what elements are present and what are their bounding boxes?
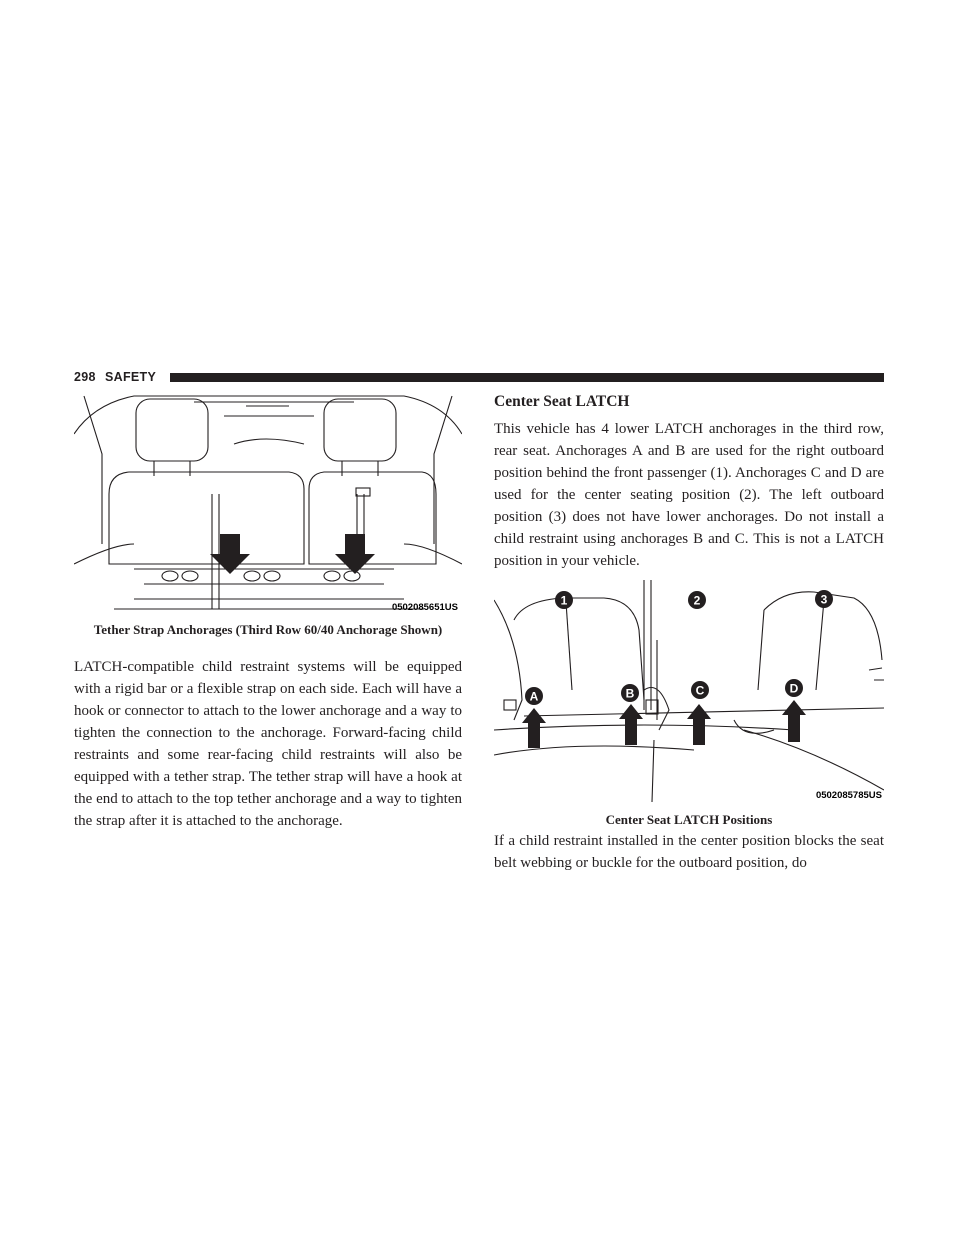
anchorage-label-c: C [695,683,705,698]
body-paragraph: This vehicle has 4 lower LATCH anchorages in the third row, rear seat. Anchorages A and B are used for the right outboard position behind the front passenger (1). Anchorages C and D are used for the center seating position (2). The left outboard position (3) does not have lower anchorages. Do not install a child restraint using anchorages B and C. This is not a LATCH position in your vehicle. [494,421,884,569]
anchorage-label-b: B [625,686,635,701]
section-title: SAFETY [105,370,157,384]
body-paragraph: LATCH-compatible child restraint systems will be equipped with a rigid bar or a flexible strap on each side. Each will have a hook or connector to attach to the lower anchorage and a way to tighten the connection to the anchorage. Forward-facing child restraints and some rear-facing child restraints will also be equipped with a tether strap. The tether strap will have a hook at the end to attach to the top tether anchorage and a way to tighten the strap after it is attached to the anchorage. [74,659,462,829]
position-label-2: 2 [693,593,701,608]
arrow-up-icon [782,700,806,742]
page-header [74,369,884,389]
position-label-1: 1 [560,593,568,608]
anchorage-label-d: D [789,681,799,696]
figure-code: 0502085785US [815,790,882,801]
center-seat-latch-illustration [494,580,884,802]
page-number: 298 [74,370,96,384]
figure-caption: Center Seat LATCH Positions [605,812,773,827]
tether-anchorages-illustration [74,394,462,620]
center-seat-latch-figure [494,580,884,802]
arrow-up-icon [687,704,711,745]
header-rule [170,373,884,382]
body-paragraph: If a child restraint installed in the center position blocks the seat belt webbing or buckle for the outboard position, do [494,833,884,871]
section-heading: Center Seat LATCH [494,393,630,410]
tether-anchorages-figure [74,394,462,620]
arrow-down-icon [210,534,250,574]
anchorage-label-a: A [529,689,539,704]
figure-caption: Tether Strap Anchorages (Third Row 60/40 Anchorage Shown) [93,622,443,637]
figure-code: 0502085651US [391,602,458,613]
position-label-3: 3 [820,592,828,607]
arrow-down-icon [335,534,375,574]
